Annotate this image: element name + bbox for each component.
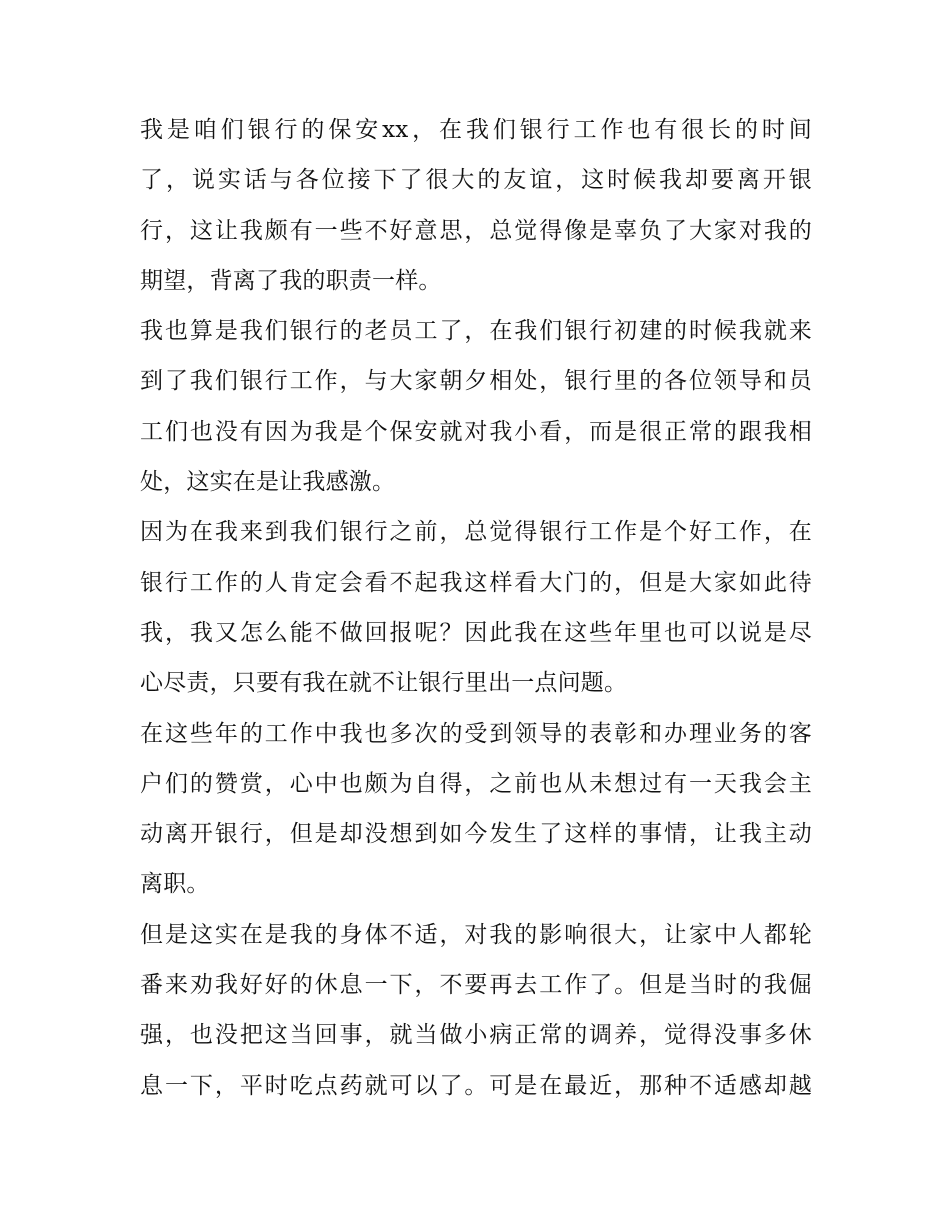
text-line: 到了我们银行工作，与大家朝夕相处，银行里的各位领导和员 <box>140 368 812 395</box>
paragraph-5 <box>140 910 812 1111</box>
text-line: 我，我又怎么能不做回报呢？因此我在这些年里也可以说是尽 <box>140 619 812 646</box>
text-line: 了，说实话与各位接下了很大的友谊，这时候我却要离开银 <box>140 167 812 194</box>
text-line: 离职。 <box>140 871 210 898</box>
text-line: 户们的赞赏，心中也颇为自得，之前也从未想过有一天我会主 <box>140 770 812 797</box>
text-line: 番来劝我好好的休息一下，不要再去工作了。但是当时的我倔 <box>140 972 812 999</box>
text-line: 心尽责，只要有我在就不让银行里出一点问题。 <box>140 670 628 697</box>
paragraph-3 <box>140 507 812 708</box>
text-line: 工们也没有因为我是个保安就对我小看，而是很正常的跟我相 <box>140 418 812 445</box>
document-body <box>140 105 812 1111</box>
text-line: 期望，背离了我的职责一样。 <box>140 267 442 294</box>
text-line: 但是这实在是我的身体不适，对我的影响很大，让家中人都轮 <box>140 921 812 948</box>
text-line: 强，也没把这当回事，就当做小病正常的调养，觉得没事多休 <box>140 1022 812 1049</box>
text-line: 动离开银行，但是却没想到如今发生了这样的事情，让我主动 <box>140 821 812 848</box>
text-line: 因为在我来到我们银行之前，总觉得银行工作是个好工作，在 <box>140 519 812 546</box>
text-line: 在这些年的工作中我也多次的受到领导的表彰和办理业务的客 <box>140 720 812 747</box>
text-line: 我是咱们银行的保安xx，在我们银行工作也有很长的时间 <box>140 117 812 143</box>
paragraph-1 <box>140 105 812 306</box>
text-line: 银行工作的人肯定会看不起我这样看大门的，但是大家如此待 <box>140 569 812 596</box>
text-line: 处，这实在是让我感激。 <box>140 469 396 496</box>
text-line: 行，这让我颇有一些不好意思，总觉得像是辜负了大家对我的 <box>140 217 812 244</box>
paragraph-2 <box>140 306 812 507</box>
text-line: 我也算是我们银行的老员工了，在我们银行初建的时候我就来 <box>140 318 812 345</box>
paragraph-4 <box>140 709 812 910</box>
text-line: 息一下，平时吃点药就可以了。可是在最近，那种不适感却越 <box>140 1072 812 1099</box>
